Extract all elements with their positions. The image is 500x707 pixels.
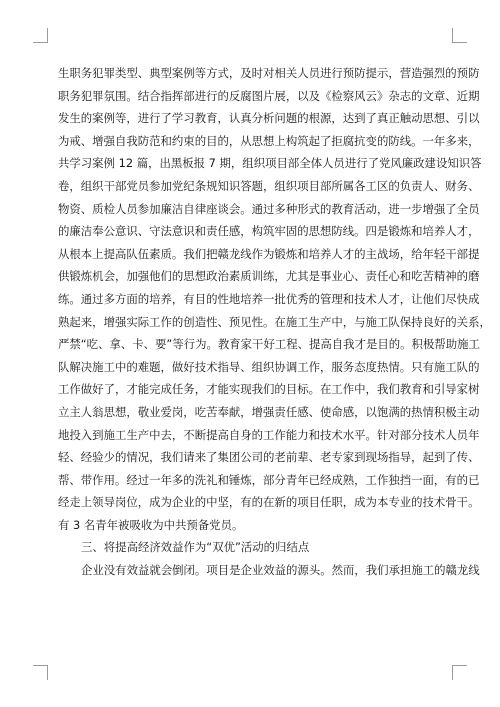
text-line: 队解决施工中的难题，做好技术指导、组织协调工作，服务态度热情。只有施工队的 — [58, 359, 480, 374]
crop-mark-bottom-left — [33, 665, 48, 680]
text-line: 经走上领导岗位，成为企业的中坚，有的在新的项目任职，成为本专业的技术骨干。 — [58, 495, 480, 510]
text-line: 工作做好了，才能完成任务，才能实现我们的目标。在工作中，我们教育和引导家树 — [58, 382, 480, 397]
text-line: 练。通过多方面的培养，有目的性地培养一批优秀的管理和技术人才，让他们尽快成 — [58, 291, 480, 306]
text-line: 熟起来，增强实际工作的创造性、预见性。在施工生产中，与施工队保持良好的关系， — [58, 314, 491, 329]
text-line: 立主人翁思想，敬业爱岗，吃苦奉献，增强责任感、使命感，以饱满的热情积极主动 — [58, 404, 480, 419]
text-line: 企业没有效益就会倒闭。项目是企业效益的源头。然而，我们承担施工的赣龙线 — [81, 563, 480, 578]
text-line: 轻、经验少的情况，我们请来了集团公司的老前辈、老专家到现场指导，起到了传、 — [58, 450, 480, 465]
text-line: 发生的案例等，进行了学习教育，认真分析问题的根源，达到了真正触动思想、引以 — [58, 111, 480, 126]
text-line: 物资、质检人员参加廉洁自律座谈会。通过多种形式的教育活动，进一步增强了全员 — [58, 201, 480, 216]
text-line: 为戒、增强自我防范和约束的目的，从思想上构筑起了拒腐抗变的防线。一年多来， — [58, 133, 480, 148]
paragraph-end-line: 有 3 名青年被吸收为中共预备党员。 — [58, 517, 244, 532]
crop-mark-bottom-right — [452, 665, 467, 680]
section-heading: 三、将提高经济效益作为“双优”活动的归结点 — [81, 540, 310, 555]
text-line: 职务犯罪氛围。结合指挥部进行的反腐图片展，以及《检察风云》杂志的文章、近期 — [58, 88, 480, 103]
text-line: 供锻炼机会，加强他们的思想政治素质训练，尤其是事业心、责任心和吃苦精神的磨 — [58, 269, 480, 284]
text-line: 从根本上提高队伍素质。我们把赣龙线作为锻炼和培养人才的主战场，给年轻干部提 — [58, 246, 480, 261]
body-text — [58, 62, 491, 582]
text-line: 共学习案例 12 篇，出黑板报 7 期，组织项目部全体人员进行了党风廉政建设知识答 — [58, 156, 482, 171]
text-line: 严禁“吃、拿、卡、要”等行为。教育家干好工程、提高自我才是目的。积极帮助施工 — [58, 337, 480, 352]
text-line: 的廉洁奉公意识、守法意识和责任感，构筑牢固的思想防线。四是锻炼和培养人才， — [58, 224, 480, 239]
crop-mark-top-right — [452, 28, 467, 43]
text-line: 地投入到施工生产中去，不断提高自身的工作能力和技术水平。针对部分技术人员年 — [58, 427, 480, 442]
text-line: 生职务犯罪类型、典型案例等方式，及时对相关人员进行预防提示，营造强烈的预防 — [58, 66, 480, 80]
crop-mark-top-left — [33, 28, 48, 43]
text-line: 卷，组织干部党员参加党纪条规知识答题，组织项目部所属各工区的负责人、财务、 — [58, 178, 480, 193]
text-line: 帮、带作用。经过一年多的洗礼和锤炼，部分青年已经成熟，工作独挡一面，有的已 — [58, 472, 480, 487]
